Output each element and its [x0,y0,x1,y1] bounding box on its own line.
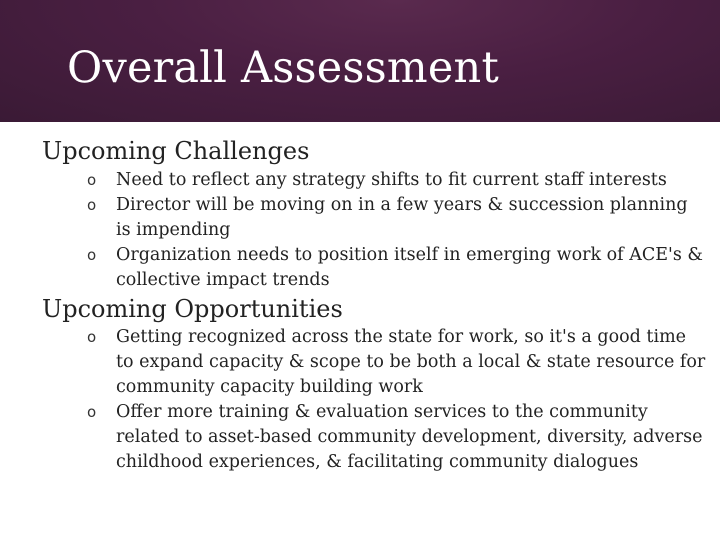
opportunities-list [87,325,706,475]
bullet-text: Offer more training & evaluation services to the community related to asset-based community development, diversity, adverse childhood experiences, & facilitating community dialogues [116,402,703,472]
challenges-list [87,168,706,293]
slide-title: Overall Assessment [67,43,499,93]
bullet-marker: o [87,328,97,346]
bullet-marker: o [87,403,97,421]
bullet-text: Director will be moving on in a few years & succession planning is impending [116,195,688,240]
bullet-marker: o [87,196,97,214]
list-item [87,168,706,193]
list-item [87,243,706,293]
list-item [87,325,706,400]
section-heading-challenges: Upcoming Challenges [42,137,310,165]
bullet-text: Getting recognized across the state for work, so it's a good time to expand capacity & scope to be both a local & state resource for community capacity building work [116,327,706,397]
bullet-text: Need to reflect any strategy shifts to fit current staff interests [116,170,667,190]
bullet-text: Organization needs to position itself in emerging work of ACE's & collective impact trends [116,245,703,290]
title-bar [0,0,720,122]
bullet-marker: o [87,171,97,189]
bullet-marker: o [87,246,97,264]
section-heading-opportunities: Upcoming Opportunities [42,295,343,323]
list-item [87,400,706,475]
list-item [87,193,706,243]
